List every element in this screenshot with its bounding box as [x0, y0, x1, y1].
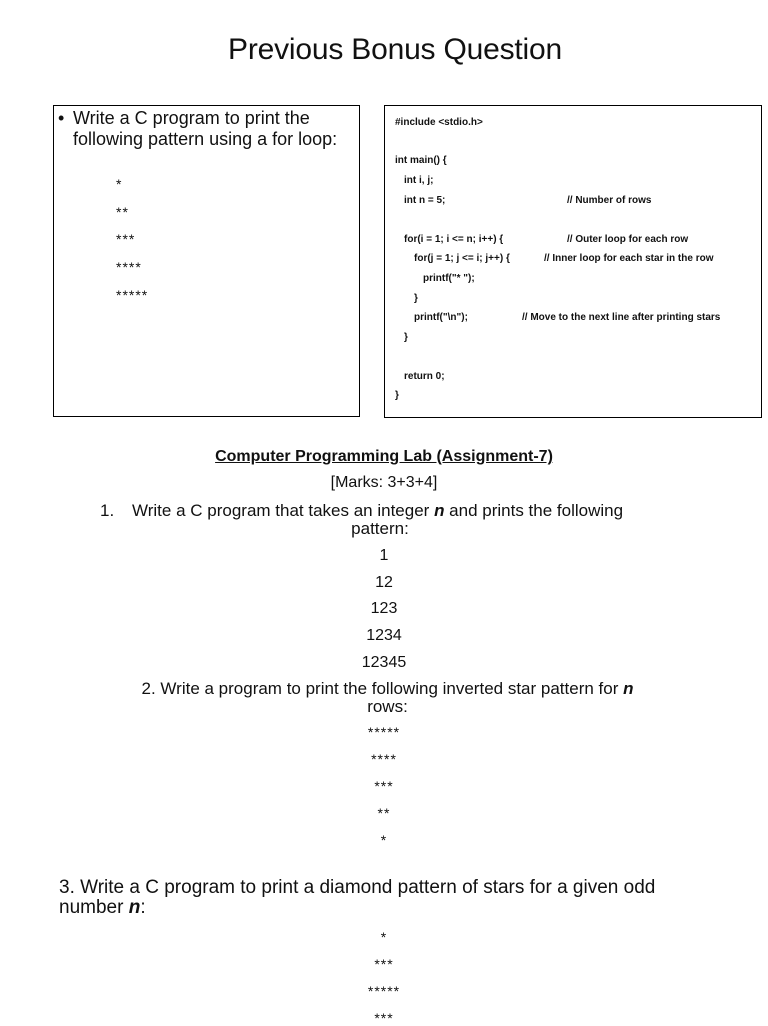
assignment-title: Computer Programming Lab (Assignment-7) — [215, 448, 553, 465]
code-line: } — [404, 332, 408, 343]
code-line: } — [395, 390, 399, 401]
pattern-line: **** — [371, 751, 397, 767]
code-line: #include <stdio.h> — [395, 117, 483, 128]
pattern-line: 12 — [375, 574, 393, 591]
code-line: printf("\n"); — [414, 312, 468, 323]
pattern-line: * — [380, 832, 388, 848]
code-comment: // Move to the next line after printing stars — [522, 312, 721, 323]
code-comment: // Outer loop for each row — [567, 234, 689, 245]
code-comment: // Number of rows — [567, 195, 652, 206]
pattern-line: ***** — [367, 983, 401, 999]
pattern-line: ***** — [116, 287, 149, 303]
pattern-line: 123 — [370, 600, 398, 617]
bullet-icon: • — [58, 108, 65, 128]
question-number: 1. — [100, 501, 115, 520]
question-text: 2. Write a program to print the following inverted star pattern for n — [141, 679, 634, 698]
pattern-line: 12345 — [361, 654, 407, 671]
question-text: 3. Write a C program to print a diamond pattern of stars for a given odd — [59, 877, 656, 898]
bonus-question-text: Write a C program to print the following pattern using a for loop: — [73, 108, 338, 149]
code-line: for(i = 1; i <= n; i++) { — [404, 234, 504, 245]
code-line: for(j = 1; j <= i; j++) { — [414, 253, 510, 264]
pattern-line: 1 — [379, 547, 389, 564]
pattern-line: ** — [116, 204, 129, 220]
question-text-line2: pattern: — [351, 519, 409, 538]
question-text-line2: number n: — [59, 897, 146, 918]
code-line: } — [414, 293, 418, 304]
pattern-line: ** — [377, 805, 391, 821]
pattern-line: * — [116, 176, 123, 192]
code-comment: // Inner loop for each star in the row — [544, 253, 714, 264]
pattern-line: ***** — [367, 724, 401, 740]
code-line: printf("* "); — [423, 273, 475, 284]
pattern-line: 1234 — [366, 627, 402, 644]
pattern-line: *** — [374, 956, 394, 972]
code-box — [384, 105, 762, 418]
code-line: int i, j; — [404, 175, 434, 186]
assignment-marks: [Marks: 3+3+4] — [330, 474, 438, 491]
question-text-line2: rows: — [367, 697, 408, 716]
pattern-line: **** — [116, 259, 142, 275]
code-line: int n = 5; — [404, 195, 446, 206]
code-line: return 0; — [404, 371, 445, 382]
question-3 — [59, 878, 719, 918]
code-line: int main() { — [395, 155, 447, 166]
bonus-question-box — [53, 105, 360, 417]
question-2 — [100, 680, 675, 716]
slide-title: Previous Bonus Question — [228, 33, 562, 66]
pattern-line: *** — [374, 1010, 394, 1026]
question-text: Write a C program that takes an integer n and prints the following — [132, 501, 624, 520]
pattern-line: *** — [116, 231, 136, 247]
pattern-line: *** — [374, 778, 394, 794]
pattern-line: * — [380, 929, 388, 945]
